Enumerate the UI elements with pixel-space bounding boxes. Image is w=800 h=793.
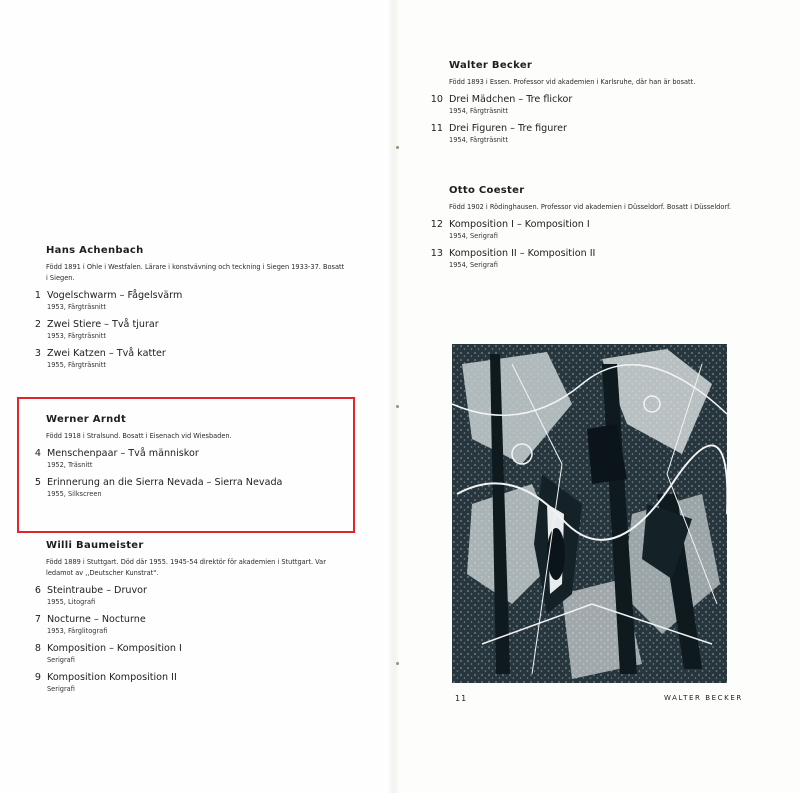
artist-section-achenbach — [29, 245, 345, 371]
artist-name: Willi Baumeister — [46, 540, 144, 551]
artist-section-baumeister — [29, 540, 345, 695]
artist-name: Otto Coester — [449, 185, 525, 196]
entry-title: Komposition Komposition II — [47, 672, 177, 683]
entry-number: 7 — [34, 614, 41, 625]
artist-section-becker — [425, 60, 747, 146]
artist-section-coester — [425, 185, 747, 271]
entry-meta: 1955, Silkscreen — [47, 490, 102, 498]
entry-number: 13 — [430, 248, 443, 259]
binding-mark — [396, 662, 399, 665]
entry-title: Komposition – Komposition I — [47, 643, 182, 654]
entry-number: 4 — [34, 448, 41, 459]
book-gutter — [389, 0, 399, 793]
entry-number: 11 — [430, 123, 443, 134]
catalog-entry — [29, 643, 345, 666]
entry-meta: Serigrafi — [47, 685, 75, 693]
plate-number: 11 — [455, 694, 468, 703]
catalog-entry — [425, 219, 747, 242]
entry-title: Erinnerung an die Sierra Nevada – Sierra Nevada — [47, 477, 283, 488]
artist-name: Hans Achenbach — [46, 245, 144, 256]
entry-title: Komposition I – Komposition I — [449, 219, 590, 230]
catalog-entry — [425, 123, 747, 146]
entry-number: 9 — [34, 672, 41, 683]
entry-title: Vogelschwarm – Fågelsvärm — [47, 290, 183, 301]
plate-artist: WALTER BECKER — [664, 694, 743, 702]
catalog-entry — [425, 248, 747, 271]
artwork-plate — [452, 344, 727, 683]
entry-number: 6 — [34, 585, 41, 596]
entry-number: 5 — [34, 477, 41, 488]
artist-name: Walter Becker — [449, 60, 533, 71]
entry-meta: 1954, Färgträsnitt — [449, 107, 508, 115]
entry-title: Nocturne – Nocturne — [47, 614, 146, 625]
artist-bio: Född 1918 i Stralsund. Bosatt i Eisenach vid Wiesbaden. — [46, 432, 232, 440]
catalog-entry — [29, 614, 345, 637]
entry-title: Menschenpaar – Två människor — [47, 448, 199, 459]
entry-meta: 1952, Träsnitt — [47, 461, 93, 469]
catalog-entry — [29, 672, 345, 695]
entry-meta: 1954, Färgträsnitt — [449, 136, 508, 144]
entry-meta: 1953, Färgträsnitt — [47, 303, 106, 311]
catalog-entry — [29, 348, 345, 371]
entry-meta: 1955, Litografi — [47, 598, 96, 606]
entry-meta: Serigrafi — [47, 656, 75, 664]
entry-meta: 1955, Färgträsnitt — [47, 361, 106, 369]
entry-meta: 1954, Serigrafi — [449, 232, 498, 240]
entry-meta: 1953, Färgträsnitt — [47, 332, 106, 340]
entry-title: Komposition II – Komposition II — [449, 248, 596, 259]
artist-bio: Född 1889 i Stuttgart. Död där 1955. 1945-54 direktör för akademien i Stuttgart. Var ledamot av ,,Deutscher Kunstrat". — [46, 558, 326, 577]
entry-number: 10 — [430, 94, 443, 105]
entry-number: 8 — [34, 643, 41, 654]
entry-number: 2 — [34, 319, 41, 330]
catalog-entry — [29, 290, 345, 313]
entry-meta: 1954, Serigrafi — [449, 261, 498, 269]
binding-mark — [396, 146, 399, 149]
artist-bio: Född 1902 i Rödinghausen. Professor vid akademien i Düsseldorf. Bosatt i Düsseldorf. — [449, 203, 732, 211]
artwork-illustration — [452, 344, 727, 683]
catalog-entry — [29, 319, 345, 342]
highlight-box — [17, 397, 355, 533]
artist-name: Werner Arndt — [46, 414, 127, 425]
entry-title: Drei Mädchen – Tre flickor — [449, 94, 573, 105]
entry-title: Zwei Katzen – Två katter — [47, 348, 166, 359]
entry-number: 12 — [430, 219, 443, 230]
artist-bio: Född 1891 i Ohle i Westfalen. Lärare i konstvävning och teckning i Siegen 1933-37. Bosatt i Siegen. — [46, 263, 345, 282]
entry-title: Zwei Stiere – Två tjurar — [47, 319, 159, 330]
entry-number: 3 — [34, 348, 41, 359]
catalog-entry — [29, 585, 345, 608]
entry-title: Steintraube – Druvor — [47, 585, 147, 596]
artist-bio: Född 1893 i Essen. Professor vid akademien i Karlsruhe, där han är bosatt. — [449, 78, 696, 86]
entry-meta: 1953, Färglitografi — [47, 627, 108, 635]
entry-title: Drei Figuren – Tre figurer — [449, 123, 567, 134]
binding-mark — [396, 405, 399, 408]
entry-number: 1 — [34, 290, 41, 301]
catalog-entry — [425, 94, 747, 117]
